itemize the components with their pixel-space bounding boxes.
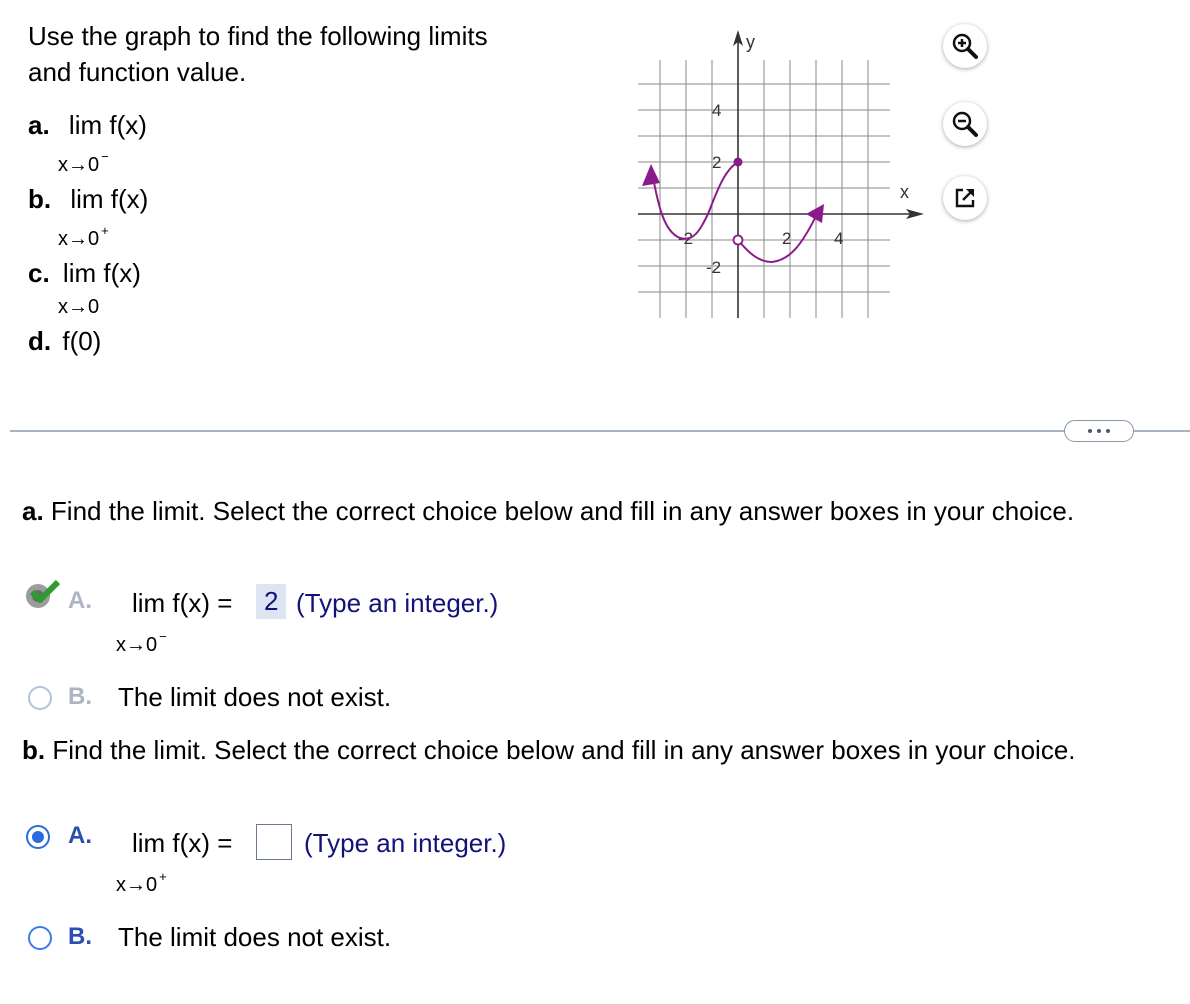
part-b-instruction — [22, 735, 1076, 766]
part-a-choice-a-sub-text: x→0 — [116, 634, 158, 656]
more-options-button[interactable] — [1064, 420, 1134, 442]
part-a-item — [28, 110, 147, 140]
part-b-choice-b-radio[interactable] — [28, 926, 52, 950]
open-point-0-neg1 — [734, 236, 743, 245]
graph-axes — [638, 40, 912, 318]
part-c-sub-text: x→0 — [58, 296, 100, 318]
part-b-choice-b-letter: B. — [68, 923, 92, 950]
part-b-sup: + — [101, 223, 109, 238]
part-b-sub — [58, 223, 109, 252]
part-a-type-hint: (Type an integer.) — [296, 588, 499, 618]
part-a-sup: − — [101, 149, 109, 164]
y-axis-label: y — [746, 32, 755, 52]
curve-right-branch — [738, 212, 818, 262]
part-a-instruction — [22, 496, 1074, 527]
part-b-choice-a-sub-text: x→0 — [116, 874, 158, 896]
part-a-answer-box[interactable]: 2 — [256, 584, 286, 619]
part-c-item — [28, 258, 141, 288]
part-c-expr: lim f(x) — [62, 258, 141, 288]
part-a-instruction-label: a. — [22, 496, 44, 526]
part-a-choice-a-sub — [116, 629, 167, 658]
part-b-sub-text: x→0 — [58, 228, 100, 250]
part-b-expr: lim f(x) — [70, 184, 149, 214]
question-intro-line2: and function value. — [28, 57, 247, 87]
part-b-choice-a-sub — [116, 869, 167, 898]
tick-x-4: 4 — [834, 229, 844, 248]
curve-left-branch — [652, 162, 738, 239]
part-a-choice-a-expr: lim f(x) = — [132, 588, 233, 618]
zoom-out-button[interactable] — [943, 102, 987, 146]
tick-x-2: 2 — [782, 229, 792, 248]
question-intro-line1: Use the graph to find the following limits — [28, 21, 488, 51]
part-a-label: a. — [28, 110, 50, 140]
question-intro — [28, 18, 588, 90]
part-a-choice-a-sup: − — [159, 629, 167, 644]
zoom-in-icon — [950, 31, 980, 61]
tick-x-neg2: -2 — [678, 229, 694, 248]
popout-icon — [952, 185, 978, 211]
part-b-item — [28, 184, 148, 214]
graph-grid — [638, 60, 890, 318]
part-d-label: d. — [28, 326, 52, 356]
part-d-expr: f(0) — [62, 326, 102, 356]
zoom-out-icon — [950, 109, 980, 139]
popout-button[interactable] — [943, 176, 987, 220]
part-c-label: c. — [28, 258, 50, 288]
part-b-choice-a-letter: A. — [68, 822, 92, 849]
tick-y-2: 2 — [712, 153, 722, 172]
part-b-choice-a-sup: + — [159, 869, 167, 884]
part-a-expr: lim f(x) — [68, 110, 147, 140]
part-b-instruction-label: b. — [22, 735, 46, 765]
part-b-choice-b-text: The limit does not exist. — [118, 922, 392, 952]
part-b-label: b. — [28, 184, 52, 214]
closed-point-0-2 — [734, 158, 743, 167]
part-b-answer-input[interactable] — [256, 824, 292, 860]
more-dot-icon — [1106, 429, 1110, 433]
part-a-sub — [58, 149, 109, 178]
part-a-choice-a-letter: A. — [68, 587, 92, 614]
part-a-choice-b-text: The limit does not exist. — [118, 682, 392, 712]
section-divider — [10, 430, 1190, 432]
part-b-type-hint: (Type an integer.) — [304, 828, 507, 858]
part-a-instruction-text: Find the limit. Select the correct choice below and fill in any answer boxes in your choice. — [50, 496, 1075, 526]
correct-check-icon — [24, 580, 66, 612]
part-b-choice-a-expr: lim f(x) = — [132, 828, 233, 858]
part-b-choice-a-radio[interactable] — [26, 825, 50, 849]
tick-y-neg2: -2 — [706, 258, 722, 277]
part-a-choice-b-letter: B. — [68, 683, 92, 710]
function-graph — [630, 20, 930, 330]
more-dot-icon — [1097, 429, 1101, 433]
zoom-in-button[interactable] — [943, 24, 987, 68]
part-a-sub-text: x→0 — [58, 154, 100, 176]
tick-y-4: 4 — [712, 101, 722, 120]
x-axis-label: x — [900, 182, 909, 202]
part-d-item — [28, 326, 101, 356]
more-dot-icon — [1088, 429, 1092, 433]
curve — [652, 162, 818, 262]
part-c-sub — [58, 296, 99, 318]
part-b-instruction-text: Find the limit. Select the correct choice below and fill in any answer boxes in your choice. — [52, 735, 1076, 765]
curve-arrow-left — [642, 164, 660, 186]
part-a-choice-b-radio[interactable] — [28, 686, 52, 710]
